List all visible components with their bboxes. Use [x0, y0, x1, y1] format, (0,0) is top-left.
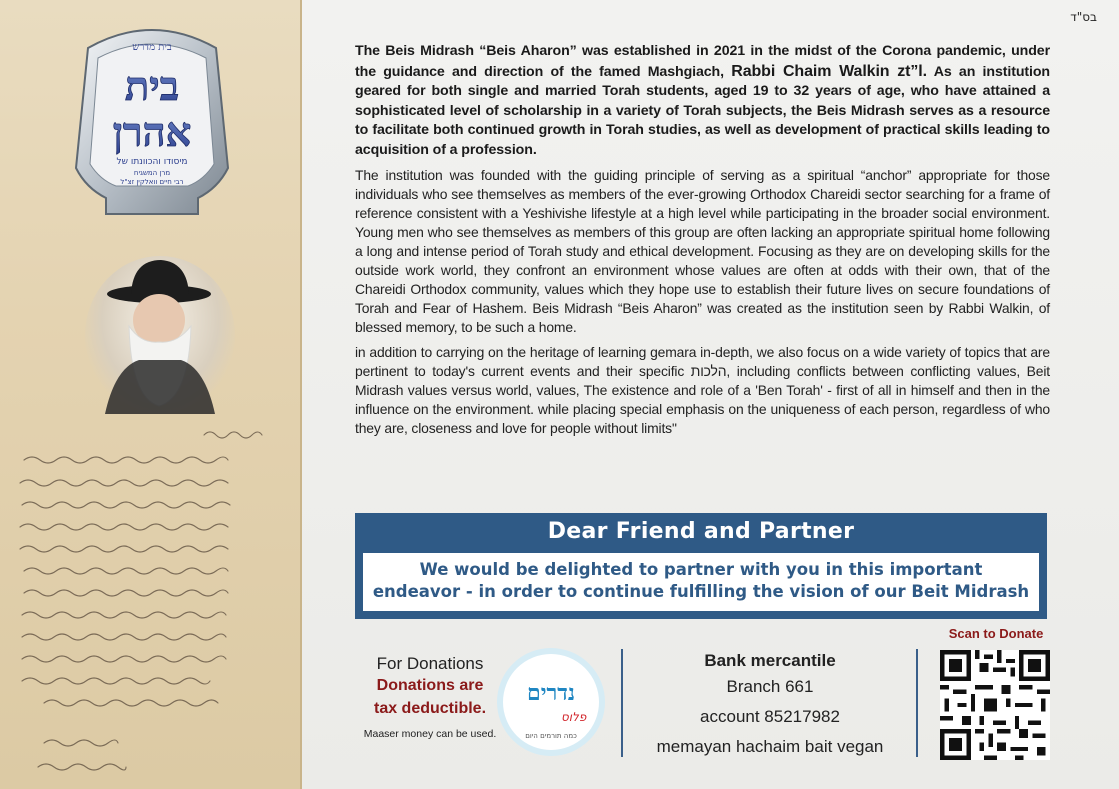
bank-account: account 85217982	[700, 707, 840, 726]
logo-sub3: רבי חיים וואלקין זצ"ל	[120, 178, 184, 186]
banner-message	[363, 559, 1039, 603]
nedarim-plus-logo[interactable]	[497, 648, 605, 756]
logo-name-line1: בית	[124, 63, 180, 110]
rabbi-name: Rabbi Chaim Walkin zt”l.	[731, 62, 927, 80]
bank-details	[626, 650, 914, 762]
tax-line-2: tax deductible.	[373, 700, 487, 717]
divider-left	[621, 649, 623, 757]
rabbi-portrait	[85, 256, 235, 414]
logo-sub1: מיסודו והכוונתו של	[116, 157, 188, 167]
intro-paragraph	[355, 42, 1050, 160]
logo-top-text: בית מדרש	[132, 42, 172, 53]
nedarim-sub: כמה תורמים היום	[525, 732, 577, 740]
bsd-header: בס"ד	[1070, 10, 1097, 24]
beis-aharon-logo	[58, 18, 246, 216]
donation-qr-code[interactable]	[940, 650, 1050, 760]
intro-text-1: The Beis Midrash “Beis Aharon” was established in 2021 in the midst of the Corona pandemic, under the guidance and direction of the famed Mashgiach,	[355, 43, 1050, 80]
banner-line-1: We would be delighted to partner with you in this important	[419, 560, 983, 579]
scan-label: Scan to Donate	[948, 626, 1044, 641]
banner-line-2: endeavor - in order to continue fulfilling the vision of our Beit Midrash	[372, 582, 1030, 601]
logo-name-line2: אהרן	[112, 109, 192, 156]
sidebar-panel	[0, 0, 302, 789]
nedarim-plus: פלוס	[561, 710, 587, 724]
bank-name: Bank mercantile	[704, 651, 836, 670]
handwritten-letter	[14, 425, 294, 780]
divider-right	[916, 649, 918, 757]
nedarim-word: נדרים	[526, 680, 576, 706]
donations-info	[340, 654, 520, 740]
donations-title: For Donations	[376, 654, 484, 673]
body-paragraph-1: The institution was founded with the guiding principle of serving as a spiritual “anchor” appropriate for those individuals who see themselves as members of the ever-growing Orthodox Chareidi sector searching for a frame of reference consistent with a Yeshivishe lifestyle at a high level while participating in the broader social environment. Young men who see themselves as members of this group are often lacking an appropriate spiritual home following a long and intense period of Torah study and ethical development. Focusing as they are on developing skills for the outside work world, they confront an environment whose values are often at odds with their own, that of the Chareidi Orthodox community, values which they hope use to establish their future lives on secure foundations of Torah and Fear of Hashem. Beis Midrash “Beis Aharon” was created as the institution seen by Rabbi Walkin, of blessed memory, to be such a home.	[355, 167, 1050, 335]
tax-line-1: Donations are	[376, 677, 484, 694]
bank-location: memayan hachaim bait vegan	[656, 737, 884, 756]
bank-branch: Branch 661	[726, 677, 814, 696]
main-text	[355, 42, 1050, 444]
portrait-figure	[85, 256, 235, 414]
logo-sub2: מרן המשגיח	[133, 169, 171, 177]
intro-text-2: As an institution geared for both single and married Torah students, aged 19 to 32 years of age, who have attained a sophisticated level of scholarship in a variety of Torah subjects, the Beis Midrash serves as a resource to facilitate both continued growth in Torah studies, as well as development of practical skills leading to acquisition of a profession.	[355, 63, 1050, 158]
banner-message-box	[363, 553, 1039, 611]
body-paragraph-2: in addition to carrying on the heritage of learning gemara in-depth, we also focus on a wide variety of topics that are pertinent to today's current events and their specific הלכות, including conflicts between conflicting values, Beit Midrash values versus world, values, The existence and role of a 'Ben Torah' - first of all in himself and then in the influence on the environment. while placing special emphasis on the uniqueness of each person, regardless of who they are, closeness and love for people without limits"	[355, 344, 1050, 436]
maaser-note: Maaser money can be used.	[363, 728, 497, 740]
partner-banner	[355, 513, 1047, 619]
banner-title: Dear Friend and Partner	[547, 519, 855, 544]
